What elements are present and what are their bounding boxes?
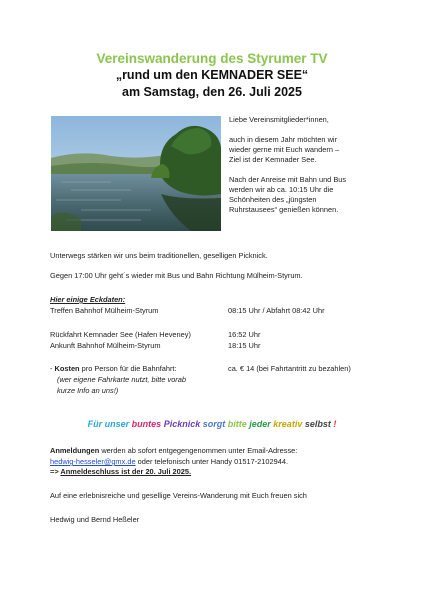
deadline-arrow: =>	[50, 467, 61, 476]
signature: Hedwig und Bernd Heßeler	[50, 515, 140, 524]
motto-word: Picknick	[163, 419, 201, 429]
motto-word: kreativ	[273, 419, 303, 429]
phone-text: oder telefonisch unter Handy 01517-2102944.	[135, 457, 289, 466]
return-text: Gegen 17:00 Uhr geht´s wieder mit Bus und Bahn Richtung Mülheim-Styrum.	[50, 271, 303, 280]
motto-word: !	[333, 419, 337, 429]
motto-word: bitte	[227, 419, 247, 429]
intro-text-line: auch in diesem Jahr möchten wir	[229, 135, 338, 144]
picknick-motto	[0, 419, 424, 429]
page-title: Vereinswanderung des Styrumer TV	[96, 51, 328, 66]
eckdaten-label: Treffen Bahnhof Mülheim-Styrum	[50, 306, 159, 315]
eckdaten-label: Rückfahrt Kemnader See (Hafen Heveney)	[50, 330, 191, 339]
intro-text-line: Ziel ist der Kemnader See.	[229, 155, 317, 164]
anmeldung-label: Anmeldungen	[50, 446, 100, 455]
kosten-label: Kosten	[54, 364, 80, 373]
intro-text-line: werden wir ab ca. 10:15 Uhr die	[229, 185, 334, 194]
anmeldung-line	[50, 446, 297, 456]
motto-word: buntes	[131, 419, 162, 429]
intro-text-line: Schönheiten des „jüngsten	[229, 195, 317, 204]
page-subtitle: „rund um den KEMNADER SEE“	[115, 68, 309, 82]
picknick-text: Unterwegs stärken wir uns beim traditionellen, geselligen Picknick.	[50, 251, 268, 260]
deadline-line	[50, 467, 191, 477]
motto-word: Für	[87, 419, 103, 429]
kosten-rest: pro Person für die Bahnfahrt:	[79, 364, 177, 373]
email-link[interactable]: hedwig-hesseler@gmx.de	[50, 457, 136, 466]
eckdaten-value: 08:15 Uhr / Abfahrt 08:42 Uhr	[228, 306, 325, 315]
kosten-note: (wer eigene Fahrkarte nutzt, bitte vorab	[57, 375, 186, 384]
deadline-text: Anmeldeschluss ist der 20. Juli 2025.	[60, 467, 192, 476]
closing-line: Auf eine erlebnisreiche und gesellige Vereins-Wanderung mit Euch freuen sich	[50, 491, 307, 500]
event-date: am Samstag, den 26. Juli 2025	[122, 85, 302, 99]
kosten-value: ca. € 14 (bei Fahrtantritt zu bezahlen)	[228, 364, 351, 373]
motto-word: selbst	[304, 419, 331, 429]
contact-line	[50, 457, 288, 467]
motto-word: sorgt	[202, 419, 226, 429]
intro-text-line: Ruhrstausees“ genießen können.	[229, 205, 339, 214]
lake-photo-illustration	[51, 116, 221, 231]
intro-text-line: wieder gerne mit Euch wandern –	[229, 145, 340, 154]
lake-photo	[51, 116, 221, 231]
motto-word: unser	[104, 419, 130, 429]
kosten-prefix: -	[50, 364, 55, 373]
motto-word: jeder	[249, 419, 271, 429]
eckdaten-label: Ankunft Bahnhof Mülheim-Styrum	[50, 341, 161, 350]
eckdaten-value: 16:52 Uhr	[228, 330, 261, 339]
kosten-note: kurze Info an uns!)	[57, 386, 119, 395]
anmeldung-text: werden ab sofort entgegengenommen unter Email-Adresse:	[99, 446, 298, 455]
eckdaten-heading: Hier einige Eckdaten:	[50, 295, 126, 304]
eckdaten-value: 18:15 Uhr	[228, 341, 261, 350]
kosten-line	[50, 364, 177, 374]
intro-text-line: Nach der Anreise mit Bahn und Bus	[229, 175, 347, 184]
intro-greeting: Liebe Vereinsmitglieder*innen,	[229, 115, 329, 124]
